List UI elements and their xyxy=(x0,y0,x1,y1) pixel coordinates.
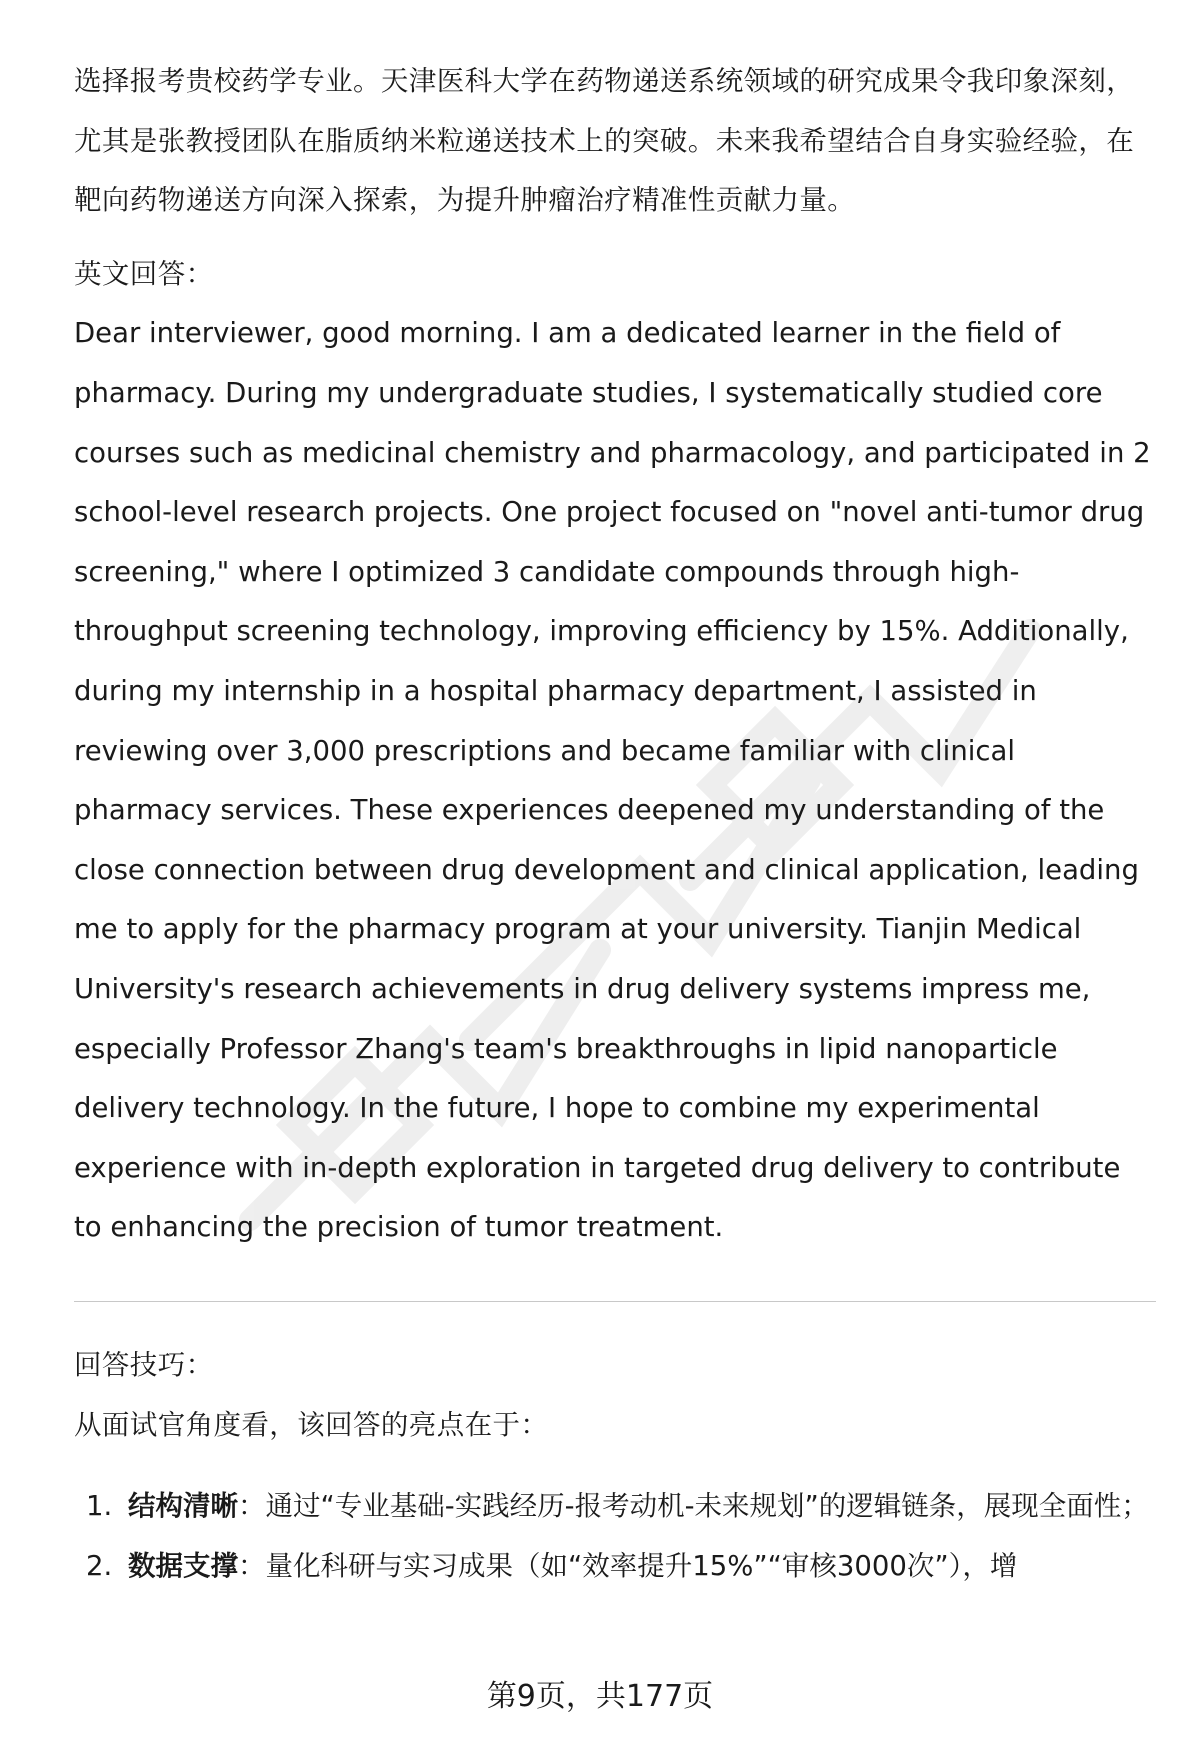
page-footer: 第9页，共177页 xyxy=(486,1679,714,1714)
section-divider xyxy=(74,1301,1156,1302)
english-answer-paragraph: Dear interviewer, good morning. I am a dedicated learner in the field of pharmacy. During my undergraduate studies, I systematically studied core courses such as medicinal chemistry and pharmacology, and participated in 2 school-level research projects. One project focused on "novel anti-tumor drug screening," where I optimized 3 candidate compounds through high-throughput screening technology, improving efficiency by 15%. Additionally, during my internship in a hospital pharmacy department, I assisted in reviewing over 3,000 prescriptions and became familiar with clinical pharmacy services. These experiences deepened my understanding of the close connection between drug development and clinical application, leading me to apply for the pharmacy program at your university. Tianjin Medical University's research achievements in drug delivery systems impress me, especially Professor Zhang's team's breakthroughs in lipid nanoparticle delivery technology. In the future, I hope to combine my experimental experience with in-depth exploration in targeted drug delivery to contribute to enhancing the precision of tumor treatment. xyxy=(74,317,1151,1244)
list-item-text: ：量化科研与实习成果（如“效率提升15%”“审核3000次”），增 xyxy=(238,1549,1018,1582)
list-item-title: 结构清晰 xyxy=(128,1490,238,1523)
tips-list xyxy=(74,1477,1154,1596)
main-content xyxy=(74,52,1154,1258)
list-item-number: 2. xyxy=(86,1549,113,1582)
tips-list-item xyxy=(74,1477,1154,1537)
list-item-number: 1. xyxy=(86,1490,113,1523)
list-item-text: ：通过“专业基础-实践经历-报考动机-未来规划”的逻辑链条，展现全面性； xyxy=(238,1490,1149,1523)
tips-section xyxy=(74,1336,1154,1596)
tips-heading: 回答技巧： xyxy=(74,1349,214,1381)
list-item-title: 数据支撑 xyxy=(128,1549,238,1582)
tips-list-item xyxy=(74,1537,1154,1597)
english-answer-heading: 英文回答： xyxy=(74,257,214,290)
tips-intro: 从面试官角度看，该回答的亮点在于： xyxy=(74,1408,549,1441)
intro-paragraph: 选择报考贵校药学专业。天津医科大学在药物递送系统领域的研究成果令我印象深刻，尤其是张教授团队在脂质纳米粒递送技术上的突破。未来我希望结合自身实验经验，在靶向药物递送方向深入探索，为提升肿瘤治疗精准性贡献力量。 xyxy=(74,65,1135,217)
